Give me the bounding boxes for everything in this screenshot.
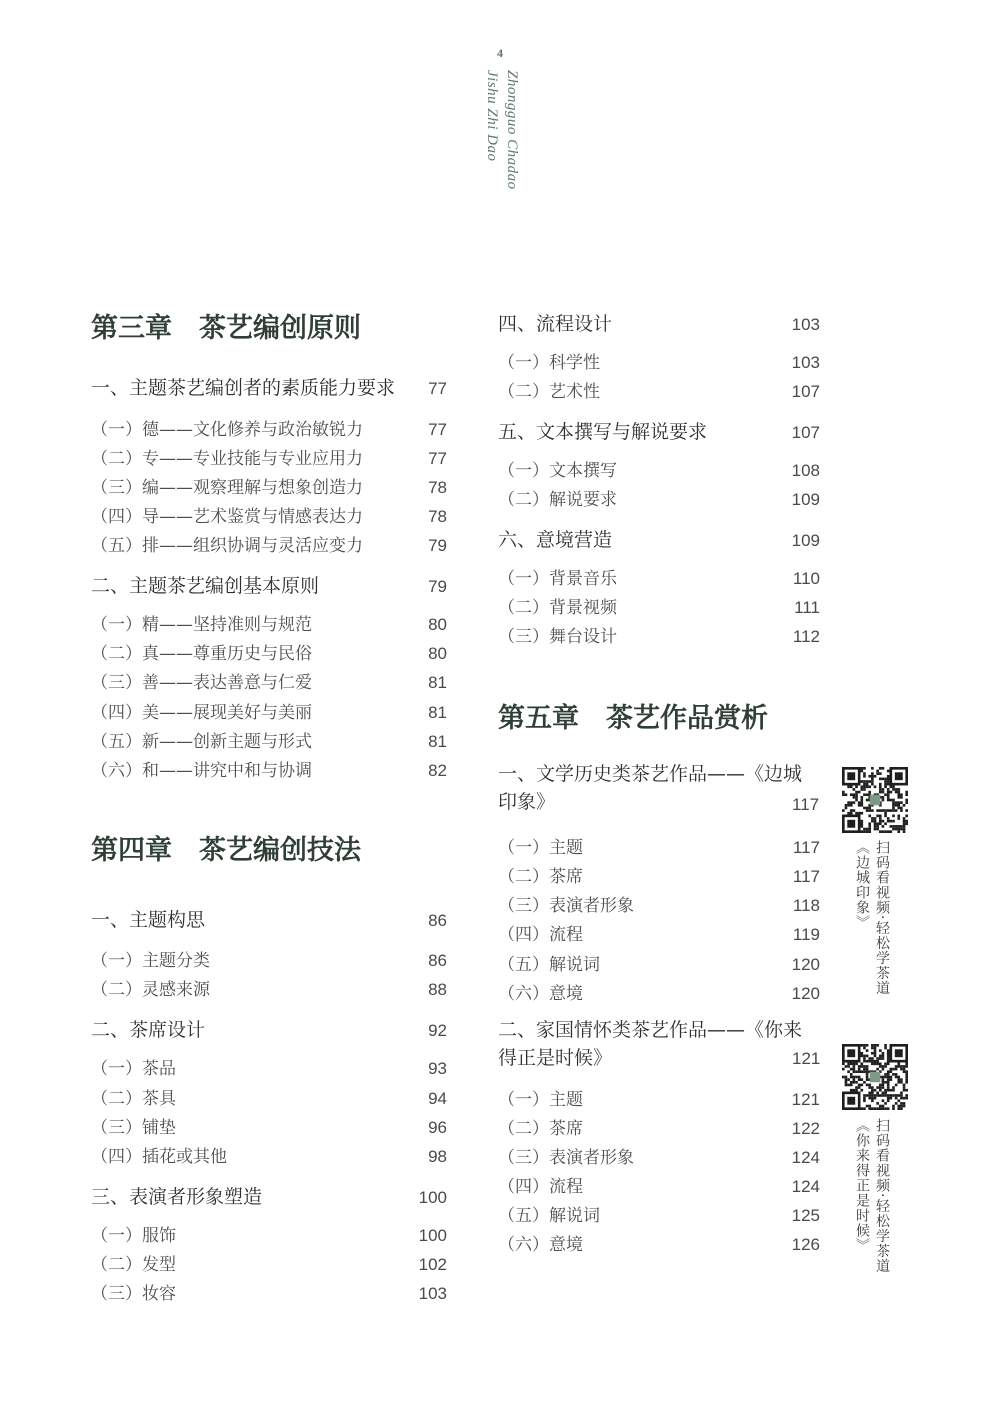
toc-item-title: （六）和——讲究中和与协调 — [91, 761, 312, 781]
toc-item-title: （一）主题 — [498, 838, 583, 858]
toc-section-title: 六、意境营造 — [498, 529, 613, 551]
toc-item[interactable] — [91, 668, 447, 693]
toc-section[interactable] — [498, 1016, 802, 1072]
toc-item[interactable] — [91, 756, 447, 781]
toc-item-title: （一）科学性 — [498, 353, 600, 373]
toc-item[interactable] — [498, 622, 820, 647]
toc-item[interactable] — [91, 698, 447, 723]
toc-page-number: 81 — [428, 732, 447, 751]
toc-page-number: 96 — [428, 1118, 447, 1137]
toc-page-number: 78 — [428, 507, 447, 526]
toc-page-number: 86 — [428, 911, 447, 930]
toc-page-number: 88 — [428, 980, 447, 999]
toc-page-number: 118 — [792, 896, 820, 915]
toc-page-number: 125 — [791, 1206, 820, 1225]
toc-item-title: （二）专——专业技能与专业应用力 — [91, 449, 363, 469]
toc-item[interactable] — [91, 639, 447, 664]
toc-item-title: （二）茶席 — [498, 867, 583, 887]
toc-page-number: 103 — [791, 353, 820, 372]
toc-item[interactable] — [91, 610, 447, 635]
toc-item-title: （五）解说词 — [498, 1206, 600, 1226]
toc-page-number: 119 — [792, 925, 820, 944]
toc-item-title: （五）解说词 — [498, 955, 600, 975]
toc-item[interactable] — [91, 415, 447, 440]
toc-section[interactable] — [91, 373, 447, 400]
qr-caption: 扫码看视频·轻松学茶道 — [874, 840, 890, 996]
toc-page-number: 124 — [791, 1177, 820, 1196]
toc-page-number: 80 — [428, 644, 447, 663]
toc-item-title: （三）表演者形象 — [498, 1148, 634, 1168]
toc-item[interactable] — [498, 348, 820, 373]
toc-item-title: （二）背景视频 — [498, 598, 617, 618]
toc-page-number: 120 — [791, 955, 820, 974]
toc-item[interactable] — [498, 1143, 820, 1168]
toc-item-title: （四）美——展现美好与美丽 — [91, 703, 312, 723]
toc-page-number: 109 — [791, 531, 820, 550]
toc-item[interactable] — [91, 531, 447, 556]
qr-code[interactable] — [842, 767, 908, 833]
qr-caption: 扫码看视频·轻松学茶道 — [874, 1118, 890, 1274]
toc-item[interactable] — [498, 377, 820, 402]
toc-item-title: （四）流程 — [498, 925, 583, 945]
toc-item-title: （一）主题 — [498, 1090, 583, 1110]
toc-page-number: 77 — [428, 420, 447, 439]
toc-item-title: （三）舞台设计 — [498, 627, 617, 647]
toc-page-number: 93 — [428, 1059, 447, 1078]
toc-section-title-line1: 一、文学历史类茶艺作品——《边城 — [498, 763, 803, 785]
toc-item[interactable] — [91, 975, 447, 1000]
toc-page-number: 79 — [428, 577, 447, 596]
toc-item[interactable] — [498, 593, 820, 618]
toc-item-title: （三）妆容 — [91, 1284, 176, 1304]
toc-section[interactable] — [91, 571, 447, 598]
page-number: 4 — [497, 46, 503, 60]
toc-page-number: 86 — [428, 951, 447, 970]
toc-item-title: （三）善——表达善意与仁爱 — [91, 673, 312, 693]
toc-page-number: 108 — [791, 461, 820, 480]
toc-item-title: （一）主题分类 — [91, 951, 210, 971]
toc-section[interactable] — [91, 1182, 447, 1209]
toc-item-title: （二）真——尊重历史与民俗 — [91, 644, 312, 664]
toc-item[interactable] — [91, 946, 447, 971]
toc-section[interactable] — [498, 525, 820, 552]
toc-item-title: （四）插花或其他 — [91, 1147, 227, 1167]
toc-page-number: 126 — [791, 1235, 820, 1254]
toc-item-title: （四）导——艺术鉴赏与情感表达力 — [91, 507, 363, 527]
toc-page-number: 117 — [792, 795, 820, 814]
toc-item-title: （三）编——观察理解与想象创造力 — [91, 478, 363, 498]
toc-page-number: 122 — [791, 1119, 820, 1138]
qr-caption-title: 《你来得正是时候》 — [854, 1118, 870, 1253]
toc-item-title: （一）服饰 — [91, 1226, 176, 1246]
toc-section-title: 三、表演者形象塑造 — [91, 1186, 263, 1208]
toc-item[interactable] — [91, 1113, 447, 1138]
toc-item[interactable] — [91, 1279, 447, 1304]
toc-item[interactable] — [498, 891, 820, 916]
toc-item-title: （二）茶具 — [91, 1089, 176, 1109]
qr-code[interactable] — [842, 1044, 908, 1110]
toc-item[interactable] — [91, 1142, 447, 1167]
toc-item-title: （五）新——创新主题与形式 — [91, 732, 312, 752]
toc-item[interactable] — [498, 833, 820, 858]
toc-item[interactable] — [498, 1114, 820, 1139]
toc-section[interactable] — [498, 760, 802, 816]
toc-page-number: 117 — [792, 838, 820, 857]
toc-page-number: 77 — [428, 449, 447, 468]
toc-item[interactable] — [498, 920, 820, 945]
toc-page-number: 82 — [428, 761, 447, 780]
toc-item[interactable] — [91, 1221, 447, 1246]
toc-item-title: （一）德——文化修养与政治敏锐力 — [91, 420, 363, 440]
toc-page-number: 80 — [428, 615, 447, 634]
toc-section[interactable] — [498, 309, 820, 336]
toc-item[interactable] — [91, 727, 447, 752]
toc-item[interactable] — [91, 473, 447, 498]
toc-page-number: 100 — [418, 1188, 447, 1207]
toc-section-title-line1: 二、家国情怀类茶艺作品——《你来 — [498, 1019, 803, 1041]
toc-page-number: 111 — [794, 598, 820, 617]
toc-page-number: 112 — [792, 627, 820, 646]
toc-item[interactable] — [498, 456, 820, 481]
toc-section[interactable] — [91, 1015, 447, 1042]
toc-item-title: （一）文本撰写 — [498, 461, 617, 481]
toc-item[interactable] — [91, 502, 447, 527]
toc-item-title: （一）茶品 — [91, 1059, 176, 1079]
toc-item[interactable] — [91, 1250, 447, 1275]
toc-page-number: 81 — [428, 703, 447, 722]
toc-item-title: （二）解说要求 — [498, 490, 617, 510]
toc-item[interactable] — [91, 444, 447, 469]
chapter-title: 第五章 茶艺作品赏析 — [498, 703, 768, 734]
toc-item[interactable] — [498, 485, 820, 510]
toc-item-title: （一）精——坚持准则与规范 — [91, 615, 312, 635]
toc-section-title: 二、主题茶艺编创基本原则 — [91, 575, 320, 597]
toc-page-number: 98 — [428, 1147, 447, 1166]
toc-section-title-line2: 印象》 — [498, 791, 556, 813]
toc-item[interactable] — [91, 1084, 447, 1109]
toc-item-title: （四）流程 — [498, 1177, 583, 1197]
toc-page-number: 120 — [791, 984, 820, 1003]
toc-item[interactable] — [498, 862, 820, 887]
toc-item-title: （六）意境 — [498, 984, 583, 1004]
toc-page-number: 77 — [428, 379, 447, 398]
toc-item[interactable] — [91, 1054, 447, 1079]
toc-page-number: 94 — [428, 1089, 447, 1108]
toc-page-number: 102 — [418, 1255, 447, 1274]
toc-section-title-line2: 得正是时候》 — [498, 1047, 613, 1069]
toc-page-number: 107 — [791, 382, 820, 401]
toc-section[interactable] — [91, 905, 447, 932]
toc-item[interactable] — [498, 950, 820, 975]
chapter-title: 第四章 茶艺编创技法 — [91, 835, 361, 866]
toc-page-number: 110 — [792, 569, 820, 588]
toc-item[interactable] — [498, 564, 820, 589]
toc-page-number: 81 — [428, 673, 447, 692]
toc-page-number: 121 — [791, 1090, 820, 1109]
toc-item[interactable] — [498, 1172, 820, 1197]
toc-item[interactable] — [498, 1201, 820, 1226]
toc-page-number: 109 — [791, 490, 820, 509]
toc-item[interactable] — [498, 1230, 820, 1255]
toc-section-title: 四、流程设计 — [498, 313, 613, 335]
toc-section-title: 五、文本撰写与解说要求 — [498, 421, 708, 443]
toc-page-number: 107 — [791, 423, 820, 442]
toc-page-number: 117 — [792, 867, 820, 886]
chapter-title: 第三章 茶艺编创原则 — [91, 313, 361, 344]
toc-item-title: （三）表演者形象 — [498, 896, 634, 916]
toc-item-title: （一）背景音乐 — [498, 569, 617, 589]
toc-section-title: 一、主题茶艺编创者的素质能力要求 — [91, 377, 396, 399]
toc-item-title: （二）发型 — [91, 1255, 176, 1275]
toc-item-title: （二）艺术性 — [498, 382, 600, 402]
toc-page-number: 103 — [418, 1284, 447, 1303]
toc-section[interactable] — [498, 417, 820, 444]
toc-item[interactable] — [498, 979, 820, 1004]
toc-item-title: （五）排——组织协调与灵活应变力 — [91, 536, 363, 556]
toc-item-title: （二）灵感来源 — [91, 980, 210, 1000]
qr-caption-title: 《边城印象》 — [854, 840, 870, 930]
toc-item-title: （二）茶席 — [498, 1119, 583, 1139]
header-pinyin-line1: Zhongguo Chadao — [504, 70, 520, 190]
toc-item-title: （三）铺垫 — [91, 1118, 176, 1138]
toc-page-number: 78 — [428, 478, 447, 497]
toc-page-number: 92 — [428, 1021, 447, 1040]
toc-item[interactable] — [498, 1085, 820, 1110]
toc-page-number: 79 — [428, 536, 447, 555]
toc-page-number: 121 — [792, 1049, 821, 1068]
toc-page-number: 124 — [791, 1148, 820, 1167]
toc-page-number: 103 — [791, 315, 820, 334]
toc-page-number: 100 — [418, 1226, 447, 1245]
toc-section-title: 一、主题构思 — [91, 909, 206, 931]
toc-item-title: （六）意境 — [498, 1235, 583, 1255]
toc-section-title: 二、茶席设计 — [91, 1019, 206, 1041]
header-pinyin-line2: Jishu Zhi Dao — [484, 70, 500, 162]
